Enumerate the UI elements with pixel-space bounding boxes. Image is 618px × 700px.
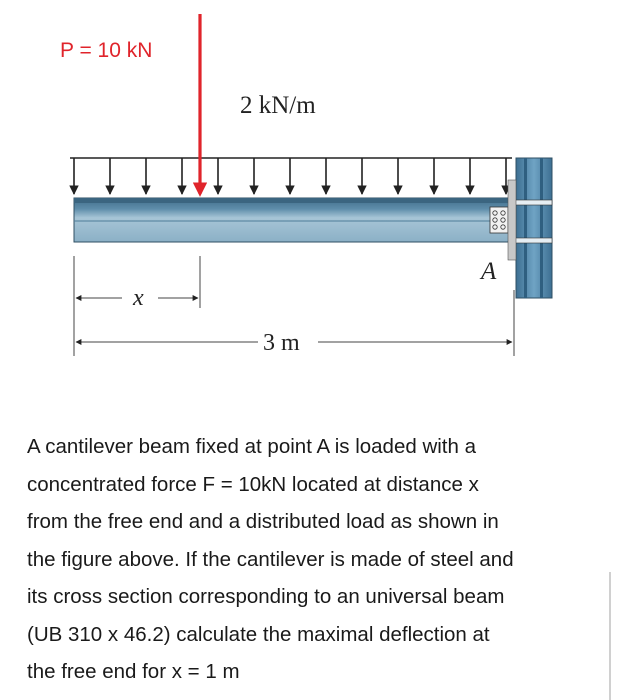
force-label: P = 10 kN (60, 39, 153, 62)
distributed-load-label: 2 kN/m (240, 92, 316, 119)
distributed-load-arrows (70, 158, 512, 194)
distance-x-label: x (133, 285, 144, 311)
support-label: A (481, 258, 497, 285)
problem-statement (27, 428, 607, 691)
problem-line: the figure above. If the cantilever is made of steel and (27, 547, 514, 571)
scrollbar-edge (609, 572, 611, 700)
problem-line: its cross section corresponding to an universal beam (27, 585, 505, 608)
beam (74, 198, 514, 242)
problem-line: concentrated force F = 10kN located at distance x (27, 472, 479, 496)
problem-line: from the free end and a distributed load as shown in (27, 510, 499, 533)
problem-line: the free end for x = 1 m (27, 660, 240, 683)
problem-line: A cantilever beam fixed at point A is loaded with a (27, 435, 476, 458)
problem-line: (UB 310 x 46.2) calculate the maximal deflection at (27, 622, 490, 646)
fixed-support-wall (490, 158, 552, 298)
span-label: 3 m (263, 330, 300, 356)
